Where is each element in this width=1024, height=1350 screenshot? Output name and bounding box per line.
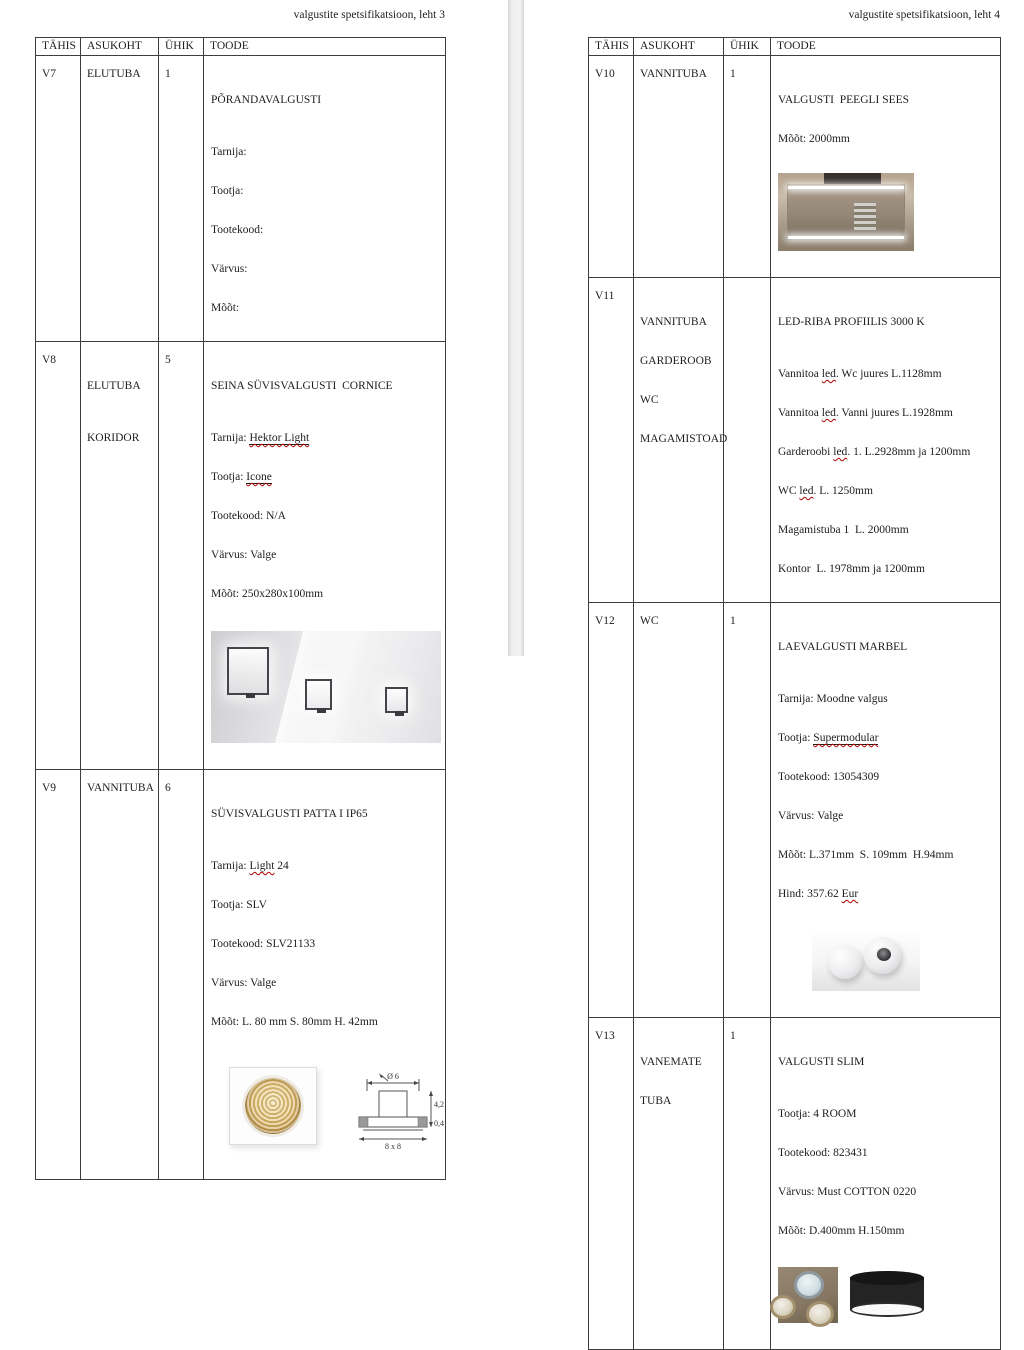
col-header-tahis: TÄHIS [36,38,81,56]
v12-asukoht: WC [634,603,724,1018]
supplier-link: Hektor Light [249,432,310,444]
detail-line: WC led. L. 1250mm [778,485,873,497]
spec-table-page-4 [588,37,1001,1350]
v13-uhik: 1 [724,1018,771,1350]
v10-uhik: 1 [724,56,771,278]
detail-line: Tootja: Icone [211,471,272,483]
detail-line: Kontor L. 1978mm ja 1200mm [778,563,925,575]
v8-tahis: V8 [36,342,81,770]
detail-line: Värvus: Valge [211,549,277,561]
drum-top [850,1271,924,1285]
wall-lamp-frame [385,687,408,713]
dim-base: 8 x 8 [385,1142,401,1151]
detail-line: Tootja: 4 ROOM [778,1108,857,1120]
table-row-v8 [36,342,446,770]
detail-line: Mõõt: 250x280x100mm [211,588,324,600]
detail-line: Mõõt: [211,302,240,314]
ceiling-lamp-disc [770,1295,796,1319]
maker-link: Icone [246,471,272,483]
detail-line: Tootekood: N/A [211,510,286,522]
v7-tahis: V7 [36,56,81,342]
table-row-v7 [36,56,446,342]
detail-line: Värvus: [211,263,248,275]
technical-drawing [345,1067,444,1153]
table-row-v12 [589,603,1001,1018]
v10-toode [771,56,1001,278]
detail-line: Magamistuba 1 L. 2000mm [778,524,909,536]
detail-line: Mõõt: 2000mm [778,133,850,145]
led-strip-top [788,186,904,189]
spellcheck-word: Eur [841,888,859,900]
product-title: LAEVALGUSTI MARBEL [778,641,908,653]
v11-tahis: V11 [589,278,634,603]
v10-asukoht: VANNITUBA [634,56,724,278]
table-row-v11 [589,278,1001,603]
product-image-mirror-light [778,173,914,251]
product-title: LED-RIBA PROFIILIS 3000 K [778,316,925,328]
page-gutter [508,0,524,656]
product-image-ceiling-installed [778,1267,838,1323]
v9-asukoht: VANNITUBA [81,770,159,1180]
wall-lamp-frame [227,647,269,695]
spellcheck-word: led [833,446,848,458]
detail-line: Tarnija: Moodne valgus [778,693,888,705]
col-header-toode: TOODE [204,38,446,56]
detail-line: Tarnija: Light 24 [211,860,289,872]
v11-uhik [724,278,771,603]
spec-table-page-3 [35,37,446,1180]
wall-lamp-frame [305,679,332,710]
drum-lamp [850,1271,924,1317]
dim-height-2: 0,4 [434,1119,444,1128]
product-title: VALGUSTI SLIM [778,1056,865,1068]
detail-line: Hind: 357.62 Eur [778,888,859,900]
v11-toode [771,278,1001,603]
page-4-header: valgustite spetsifikatsioon, leht 4 [848,9,1000,21]
product-media [229,1067,444,1153]
col-header-uhik: ÜHIK [724,38,771,56]
v9-toode [204,770,446,1180]
page-3 [0,0,508,1151]
detail-line: Värvus: Must COTTON 0220 [778,1186,917,1198]
spellcheck-word: led [821,368,836,380]
v11-asukoht: VANNITUBA GARDEROOB WC MAGAMISTOAD [634,278,724,603]
v13-toode [771,1018,1001,1350]
v13-tahis: V13 [589,1018,634,1350]
col-header-tahis: TÄHIS [589,38,634,56]
table-header-row [589,38,1001,56]
maker-link: Supermodular [813,732,879,744]
spellcheck-word: led [799,485,814,497]
v8-asukoht: ELUTUBA KORIDOR [81,342,159,770]
detail-line: Mõõt: L. 80 mm S. 80mm H. 42mm [211,1016,378,1028]
spot-lamp-opening [875,946,893,963]
detail-line: Vannitoa led. Wc juures L.1128mm [778,368,942,380]
v7-asukoht: ELUTUBA [81,56,159,342]
table-row-v13 [589,1018,1001,1350]
col-header-asukoht: ASUKOHT [634,38,724,56]
detail-line: Värvus: Valge [211,977,277,989]
spot-head [828,945,862,979]
detail-line: Tootekood: 823431 [778,1147,868,1159]
detail-line: Tarnija: Hektor Light [211,432,310,444]
product-media [778,1267,996,1323]
detail-line: Vannitoa led. Vanni juures L.1928mm [778,407,953,419]
detail-line: Tootekood: [211,224,264,236]
page-4 [524,0,1024,1237]
v8-toode [204,342,446,770]
v7-toode [204,56,446,342]
ceiling-lamp-disc [806,1301,834,1327]
v8-uhik: 5 [159,342,204,770]
spellcheck-word: Light [249,860,275,872]
v7-uhik: 1 [159,56,204,342]
detail-line: Tootja: [211,185,244,197]
spellcheck-word: led [821,407,836,419]
table-row-v9 [36,770,446,1180]
v10-tahis: V10 [589,56,634,278]
product-title: SEINA SÜVISVALGUSTI CORNICE [211,380,393,392]
detail-line: Mõõt: L.371mm S. 109mm H.94mm [778,849,954,861]
detail-line: Tootekood: 13054309 [778,771,880,783]
drum-diffuser [850,1302,924,1317]
page-3-header: valgustite spetsifikatsioon, leht 3 [293,9,445,21]
product-image-downlight [229,1067,317,1145]
table-header-row [36,38,446,56]
v12-toode [771,603,1001,1018]
led-strip-bottom [788,236,904,239]
table-row-v10 [589,56,1001,278]
ceiling-lamp-disc [794,1271,824,1299]
detail-line: Garderoobi led. 1. L.2928mm ja 1200mm [778,446,971,458]
product-image-cornice-wall-lights [211,631,441,743]
product-title: VALGUSTI PEEGLI SEES [778,94,910,106]
product-title: SÜVISVALGUSTI PATTA I IP65 [211,808,368,820]
v12-tahis: V12 [589,603,634,1018]
v12-uhik: 1 [724,603,771,1018]
col-header-toode: TOODE [771,38,1001,56]
product-image-black-drum-lamp [842,1267,932,1323]
detail-line: Mõõt: D.400mm H.150mm [778,1225,905,1237]
detail-line: Tootja: Supermodular [778,732,879,744]
v13-asukoht: VANEMATE TUBA [634,1018,724,1350]
mirror [787,184,905,241]
v9-tahis: V9 [36,770,81,1180]
detail-line: Tootekood: SLV21133 [211,938,316,950]
detail-line: Tootja: SLV [211,899,267,911]
product-title: PÕRANDAVALGUSTI [211,94,322,106]
v9-uhik: 6 [159,770,204,1180]
towel-rack-reflection [854,203,876,230]
downlight-lens [245,1078,301,1134]
col-header-asukoht: ASUKOHT [81,38,159,56]
dim-diameter: Ø 6 [387,1072,399,1081]
detail-line: Tarnija: [211,146,247,158]
detail-line: Värvus: Valge [778,810,844,822]
col-header-uhik: ÜHIK [159,38,204,56]
dim-height-1: 4,2 [434,1100,444,1109]
spot-head [864,937,901,974]
product-image-spotlight [812,929,920,991]
